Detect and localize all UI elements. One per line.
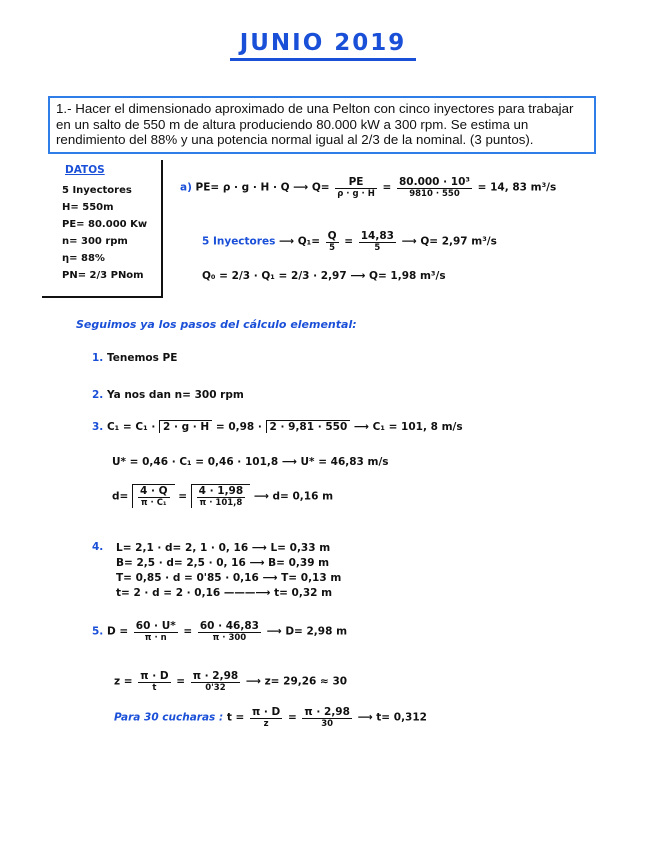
fraction: [302, 706, 352, 729]
fraction-den: π · 101,8: [199, 498, 243, 508]
fraction-num: π · 2,98: [192, 670, 239, 682]
eq-text: = 0,98 ·: [215, 421, 262, 433]
sqrt-expr: [191, 484, 251, 508]
fraction: [138, 670, 170, 693]
fraction-num: π · D: [140, 670, 169, 682]
title-underline: [230, 58, 416, 61]
fraction: [197, 485, 246, 508]
fraction-num: 4 · Q: [139, 485, 168, 497]
eq-result: ⟶ d= 0,16 m: [253, 490, 334, 503]
fraction-num: 60 · 46,83: [199, 620, 259, 632]
eq-result: ⟶ C₁ = 101, 8 m/s: [353, 421, 463, 433]
eq-result: = 14, 83 m³/s: [477, 181, 557, 194]
sqrt-expr: [132, 484, 175, 508]
fraction-num: 80.000 · 10³: [398, 176, 470, 188]
eq-text: =: [178, 490, 187, 503]
fraction-den: π · 300: [212, 633, 247, 643]
eq-text: C₁ = C₁ ·: [106, 421, 156, 433]
fraction-num: 4 · 1,98: [198, 485, 244, 497]
step-3-line-1: [92, 420, 463, 433]
eq-text: z =: [114, 675, 133, 688]
datos-divider-horizontal: [42, 296, 163, 298]
fraction-den: π · n: [144, 633, 167, 643]
step-number: 4.: [92, 541, 104, 553]
fraction-num: 14,83: [360, 230, 394, 242]
fraction: [134, 620, 178, 643]
part-a-line-1: [180, 176, 556, 199]
datos-heading: DATOS: [65, 164, 105, 176]
datos-item: PE= 80.000 Kw: [62, 219, 148, 230]
step-number: 5.: [92, 625, 104, 638]
step-4-line: B= 2,5 · d= 2,5 · 0, 16 ⟶ B= 0,39 m: [116, 557, 330, 569]
fraction: [335, 176, 377, 199]
step-5-line-1: [92, 620, 347, 643]
datos-list: [62, 182, 147, 284]
eq-text: d=: [112, 490, 129, 503]
fraction: [397, 176, 472, 199]
eq-result: ⟶ Q= 2,97 m³/s: [401, 235, 497, 248]
fraction-num: 60 · U*: [135, 620, 176, 632]
eq-result: ⟶ z= 29,26 ≈ 30: [245, 675, 348, 688]
step-3-line-2: U* = 0,46 · C₁ = 0,46 · 101,8 ⟶ U* = 46,83 m/s: [112, 456, 389, 468]
eq-result: ⟶ D= 2,98 m: [266, 625, 348, 638]
step-4-line: T= 0,85 · d = 0'85 · 0,16 ⟶ T= 0,13 m: [116, 572, 342, 584]
step-3-line-3: [112, 484, 333, 508]
eq-text: =: [382, 181, 392, 194]
fraction-den: t: [152, 683, 157, 693]
page-title: JUNIO 2019: [239, 30, 407, 56]
eq-text: =: [176, 675, 186, 688]
fraction-num: Q: [327, 230, 337, 242]
fraction: [326, 230, 339, 253]
fraction: [191, 670, 241, 693]
step-text: Tenemos PE: [106, 352, 178, 364]
step-1: [92, 352, 177, 364]
eq-text: PE= ρ · g · H · Q ⟶ Q=: [195, 181, 330, 194]
fraction-num: π · D: [251, 706, 281, 718]
eq-text: D =: [106, 625, 129, 638]
inyectores-label: 5 Inyectores: [202, 235, 276, 248]
step-number: 2.: [92, 389, 104, 401]
step-4: [92, 541, 103, 553]
part-a-label: a): [180, 181, 192, 194]
datos-item: H= 550m: [62, 202, 114, 213]
para-30-label: Para 30 cucharas :: [114, 711, 224, 724]
fraction-num: π · 2,98: [304, 706, 350, 718]
step-4-lines: [116, 541, 341, 601]
eq-text: t =: [226, 711, 245, 724]
step-2: [92, 389, 244, 401]
fraction: [198, 620, 261, 643]
fraction-den: z: [263, 719, 269, 729]
problem-statement: 1.- Hacer el dimensionado aproximado de una Pelton con cinco inyectores para trabajar en un salto de 550 m de altura produciendo 80.000 kW a 300 rpm. Se estima un rendimiento del 88% y una potencia normal igual al 2/3 de la nominal. (3 puntos).: [48, 96, 596, 154]
fraction-den: 30: [321, 719, 334, 729]
datos-item: 5 Inyectores: [62, 185, 132, 196]
section-heading: Seguimos ya los pasos del cálculo elemental:: [76, 318, 357, 331]
eq-result: ⟶ t= 0,312: [357, 711, 427, 724]
fraction-den: ρ · g · H: [337, 189, 375, 199]
step-4-line: t= 2 · d = 2 · 0,16 ———⟶ t= 0,32 m: [116, 587, 333, 599]
sqrt-expr: 2 · g · H: [159, 420, 212, 433]
step-5-line-2: [114, 670, 347, 693]
datos-item: η= 88%: [62, 253, 105, 264]
fraction-den: 5: [329, 243, 336, 253]
fraction: [359, 230, 396, 253]
eq-text: =: [287, 711, 297, 724]
fraction-den: 5: [374, 243, 381, 253]
fraction-den: 9810 · 550: [409, 189, 460, 199]
fraction: [250, 706, 282, 729]
step-number: 3.: [92, 421, 104, 433]
sqrt-expr: 2 · 9,81 · 550: [266, 420, 351, 433]
eq-text: ⟶ Q₁=: [278, 235, 321, 248]
fraction: [138, 485, 170, 508]
step-number: 1.: [92, 352, 104, 364]
part-a-line-2: [202, 230, 497, 253]
step-4-line: L= 2,1 · d= 2, 1 · 0, 16 ⟶ L= 0,33 m: [116, 542, 331, 554]
datos-item: PN= 2/3 PNom: [62, 270, 144, 281]
eq-text: =: [183, 625, 193, 638]
datos-divider-vertical: [161, 160, 163, 296]
step-text: Ya nos dan n= 300 rpm: [106, 389, 244, 401]
step-5-line-3: [114, 706, 427, 729]
eq-text: =: [344, 235, 354, 248]
part-a-line-3: Q₀ = 2/3 · Q₁ = 2/3 · 2,97 ⟶ Q= 1,98 m³/s: [202, 270, 446, 282]
fraction-num: PE: [335, 176, 377, 189]
datos-item: n= 300 rpm: [62, 236, 128, 247]
fraction-den: 0'32: [205, 683, 226, 693]
fraction-den: π · C₁: [140, 498, 167, 508]
